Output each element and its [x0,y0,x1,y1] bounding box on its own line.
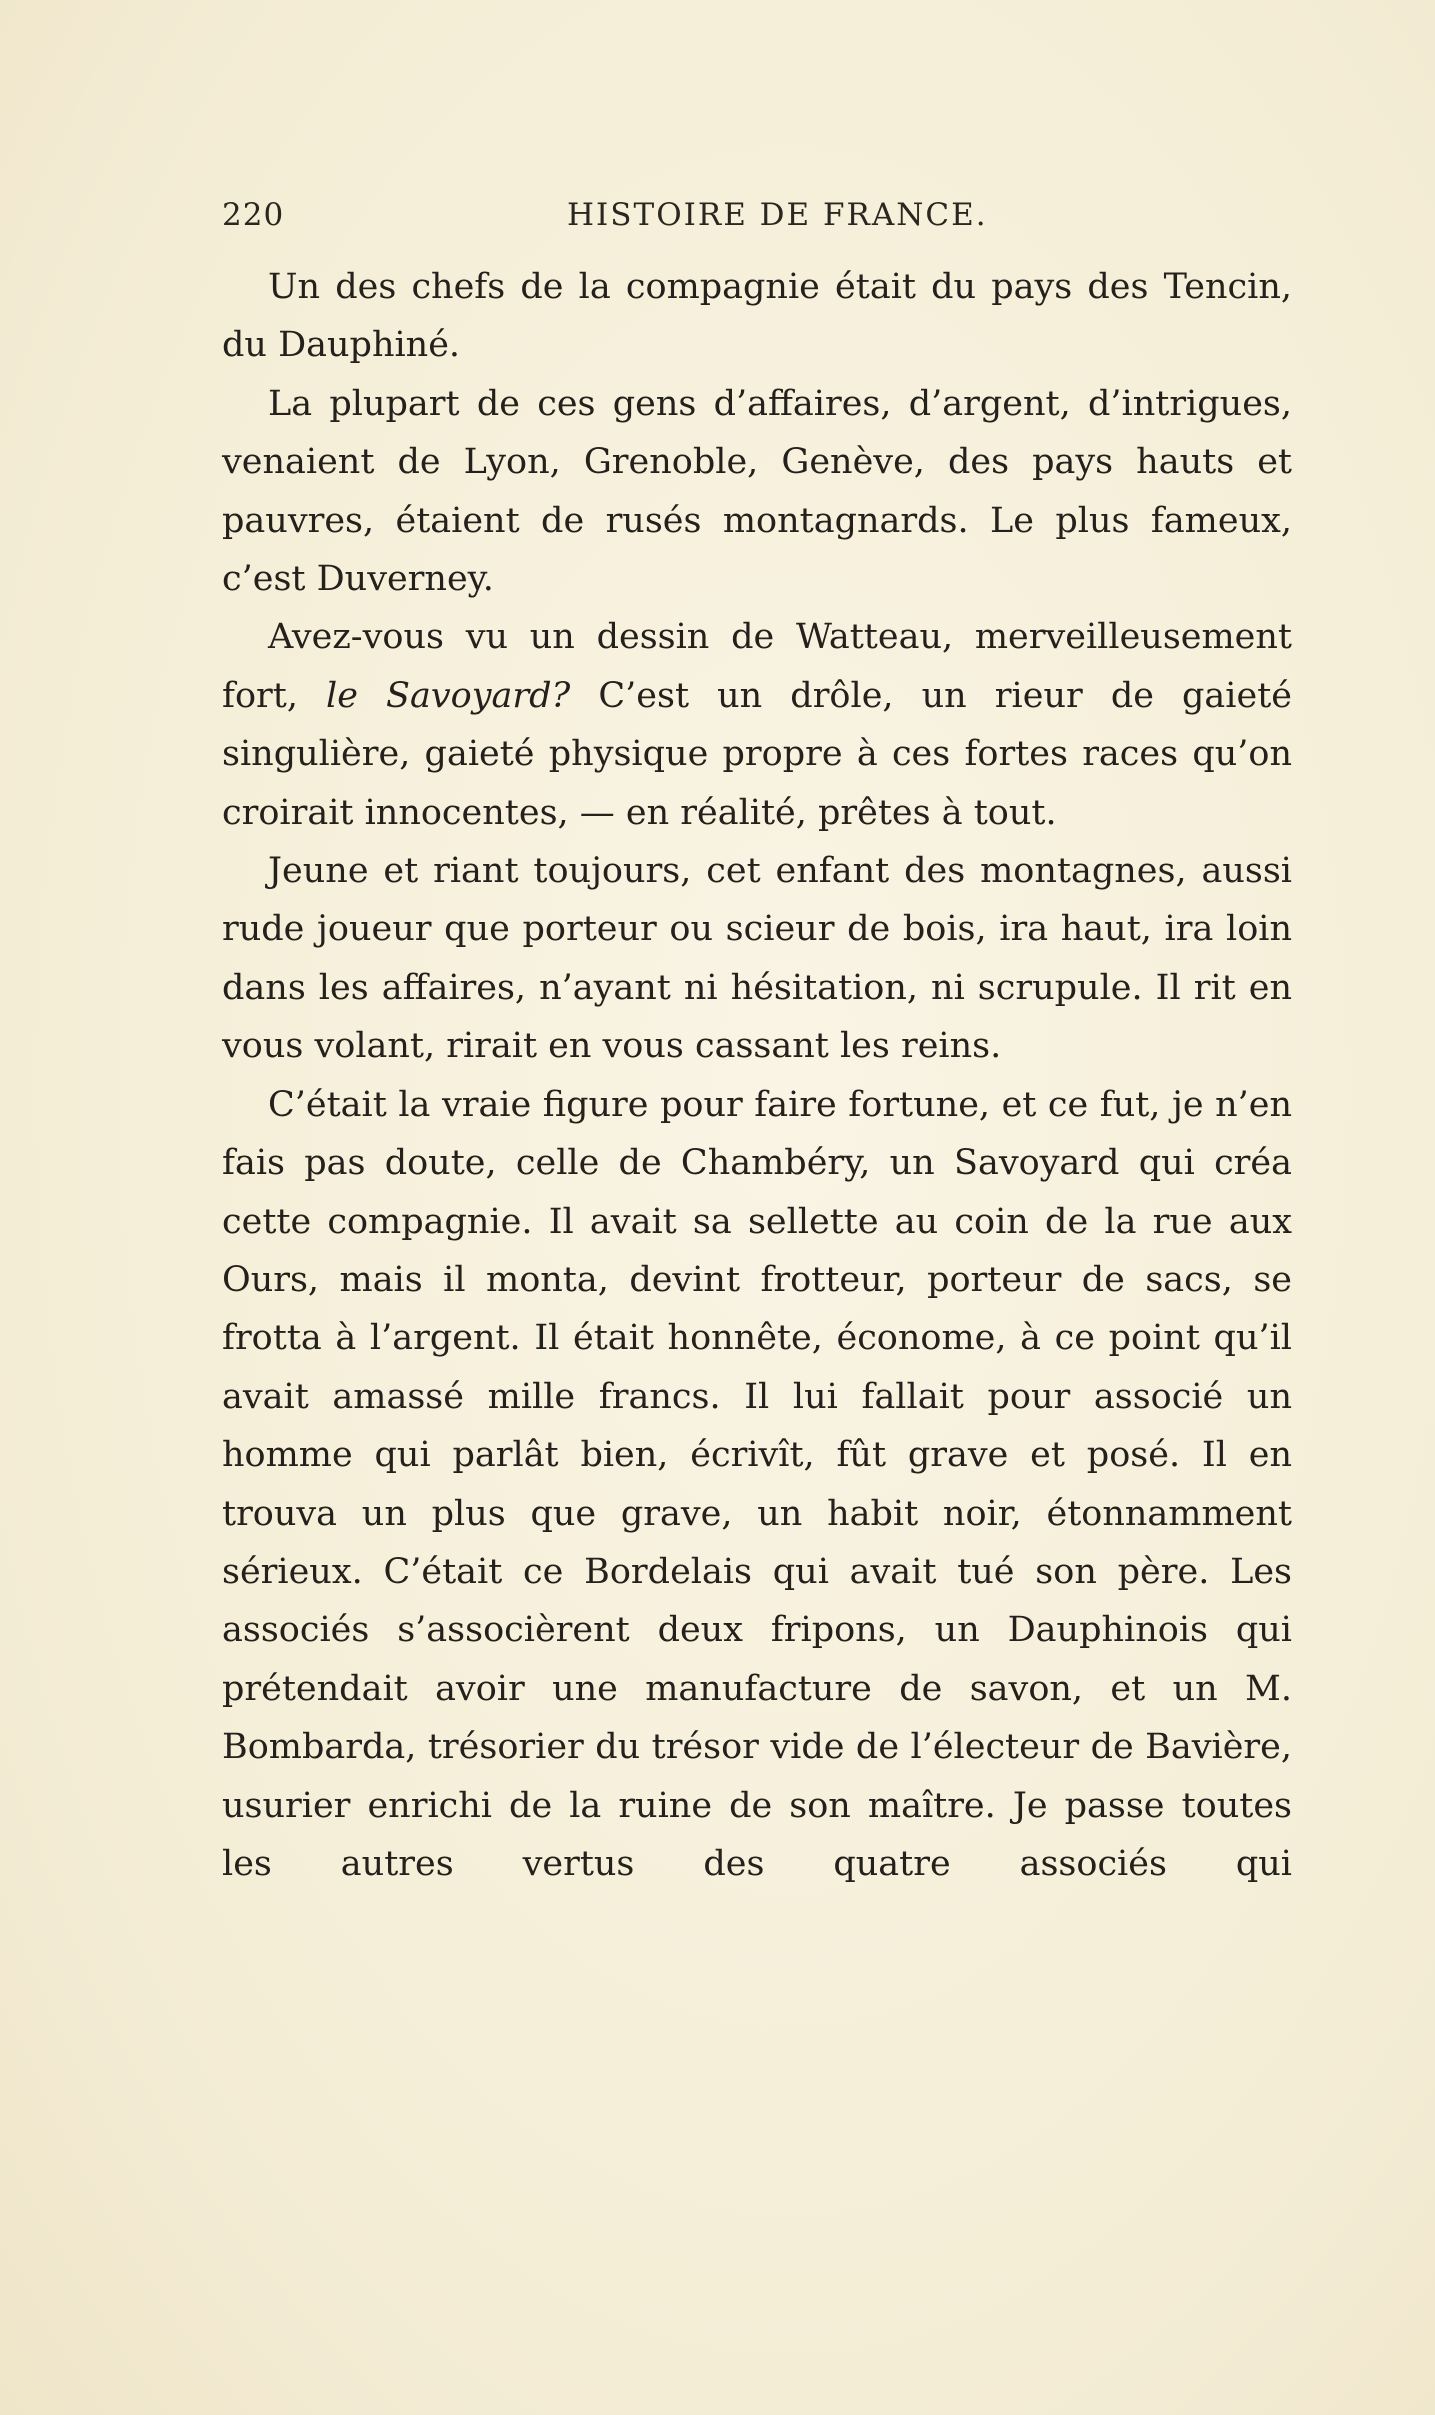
paragraph-4: Jeune et riant toujours, cet enfant des montagnes, aussi rude joueur que porteur ou scieur de bois, ira haut, ira loin dans les affaires, n’ayant ni hésitation, ni scrupule. Il rit en vous volant, rirait en vous cassant les reins. [222,851,1292,1067]
running-title: HISTOIRE DE FRANCE. [567,197,988,233]
paragraph-3 [222,608,1292,842]
paragraph-5: C’était la vraie figure pour faire fortune, et ce fut, je n’en fais pas doute, celle de Chambéry, un Savoyard qui créa cette compagnie. Il avait sa sellette au coin de la rue aux Ours, mais il monta, devint frotteur, porteur de sacs, se frotta à l’argent. Il était honnête, économe, à ce point qu’il avait amassé mille francs. Il lui fallait pour associé un homme qui parlât bien, écrivît, fût grave et posé. Il en trouva un plus que grave, un habit noir, étonnamment sérieux. C’était ce Bordelais qui avait tué son père. Les associés s’associèrent deux fripons, un Dauphinois qui prétendait avoir une manufacture de savon, et un M. Bombarda, trésorier du trésor vide de l’électeur de Bavière, usurier enrichi de la ruine de son maître. Je passe toutes les autres vertus des quatre associés qui [222,1084,1292,1884]
paragraph-1: Un des chefs de la compagnie était du pays des Tencin, du Dauphiné. [222,267,1292,366]
body-text [222,258,1292,1893]
page-number: 220 [222,197,285,233]
paragraph-3-text-after-italic: C’est un drôle, un rieur de gaieté singulière, gaieté physique propre à ces fortes races qu’on croirait innocentes, — en réalité, prêtes à tout. [222,675,1292,833]
paragraph-2: La plupart de ces gens d’affaires, d’argent, d’intrigues, venaient de Lyon, Grenoble, Genève, des pays hauts et pauvres, étaient de rusés montagnards. Le plus fameux, c’est Duverney. [222,383,1292,600]
page-header [222,190,1292,240]
paragraph-3-text-before-italic: Avez-vous vu un dessin de Watteau, merveilleusement fort, [222,617,1292,716]
italic-title: le Savoyard? [326,675,571,716]
